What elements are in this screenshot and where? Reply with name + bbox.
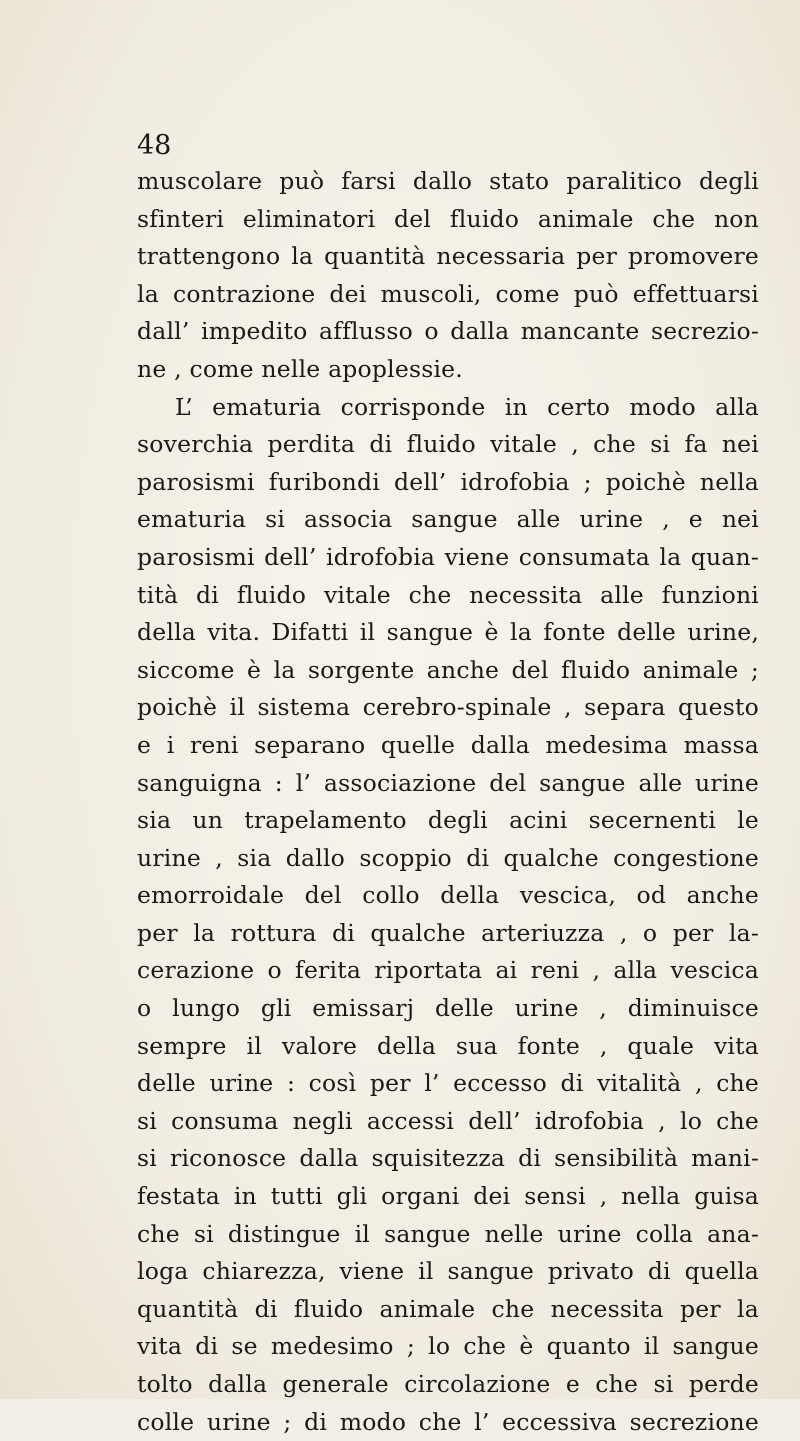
text-line: la contrazione dei muscoli, come può effettuarsi bbox=[137, 279, 759, 308]
text-line: festata in tutti gli organi dei sensi , nella guisa bbox=[137, 1182, 759, 1211]
text-line: colle urine ; di modo che l’ eccessiva secrezione bbox=[137, 1407, 759, 1436]
text-line: muscolare può farsi dallo stato paralitico degli bbox=[137, 167, 759, 195]
text-line: soverchia perdita di fluido vitale , che si fa nei bbox=[137, 430, 759, 459]
text-line: quantità di fluido animale che necessita per la bbox=[137, 1294, 759, 1323]
text-line: emorroidale del collo della vescica, od anche bbox=[137, 881, 759, 910]
text-line: vita di se medesimo ; lo che è quanto il sangue bbox=[137, 1332, 759, 1361]
text-line: L’ ematuria corrisponde in certo modo alla bbox=[175, 392, 759, 421]
text-line: per la rottura di qualche arteriuzza , o per la- bbox=[137, 918, 759, 947]
text-line: parosismi dell’ idrofobia viene consumata la quan- bbox=[137, 542, 759, 571]
page-number: 48 bbox=[137, 130, 172, 161]
text-line: urine , sia dallo scoppio di qualche congestione bbox=[137, 843, 759, 872]
text-line: dall’ impedito afflusso o dalla mancante secrezio- bbox=[137, 317, 759, 346]
text-line: che si distingue il sangue nelle urine colla ana- bbox=[137, 1219, 759, 1248]
text-line: parosismi furibondi dell’ idrofobia ; poichè nella bbox=[137, 467, 759, 496]
text-line: tità di fluido vitale che necessita alle funzioni bbox=[137, 580, 759, 609]
text-line: sia un trapelamento degli acini secernenti le bbox=[137, 806, 759, 835]
text-line: delle urine : così per l’ eccesso di vitalità , che bbox=[137, 1069, 759, 1098]
text-line: loga chiarezza, viene il sangue privato di quella bbox=[137, 1257, 759, 1286]
text-line: tolto dalla generale circolazione e che si perde bbox=[137, 1370, 759, 1398]
text-line: o lungo gli emissarj delle urine , diminuisce bbox=[137, 994, 759, 1023]
text-line: sfinteri eliminatori del fluido animale che non bbox=[137, 204, 759, 233]
text-line: si riconosce dalla squisitezza di sensibilità mani- bbox=[137, 1144, 759, 1173]
text-line: e i reni separano quelle dalla medesima massa bbox=[137, 730, 759, 759]
text-line: cerazione o ferita riportata ai reni , alla vescica bbox=[137, 956, 759, 985]
text-line: sanguigna : l’ associazione del sangue alle urine bbox=[137, 768, 759, 797]
body-text bbox=[137, 163, 759, 1441]
text-line: poichè il sistema cerebro-spinale , separa questo bbox=[137, 693, 759, 722]
text-line: ne , come nelle apoplessie. bbox=[137, 354, 463, 383]
text-line: trattengono la quantità necessaria per promovere bbox=[137, 242, 759, 271]
text-line: ematuria si associa sangue alle urine , e nei bbox=[137, 505, 759, 534]
text-line: si consuma negli accessi dell’ idrofobia , lo che bbox=[137, 1106, 759, 1135]
text-line: sempre il valore della sua fonte , quale vita bbox=[137, 1031, 759, 1060]
text-line: siccome è la sorgente anche del fluido animale ; bbox=[137, 655, 759, 684]
text-line: della vita. Difatti il sangue è la fonte delle urine, bbox=[137, 618, 759, 647]
